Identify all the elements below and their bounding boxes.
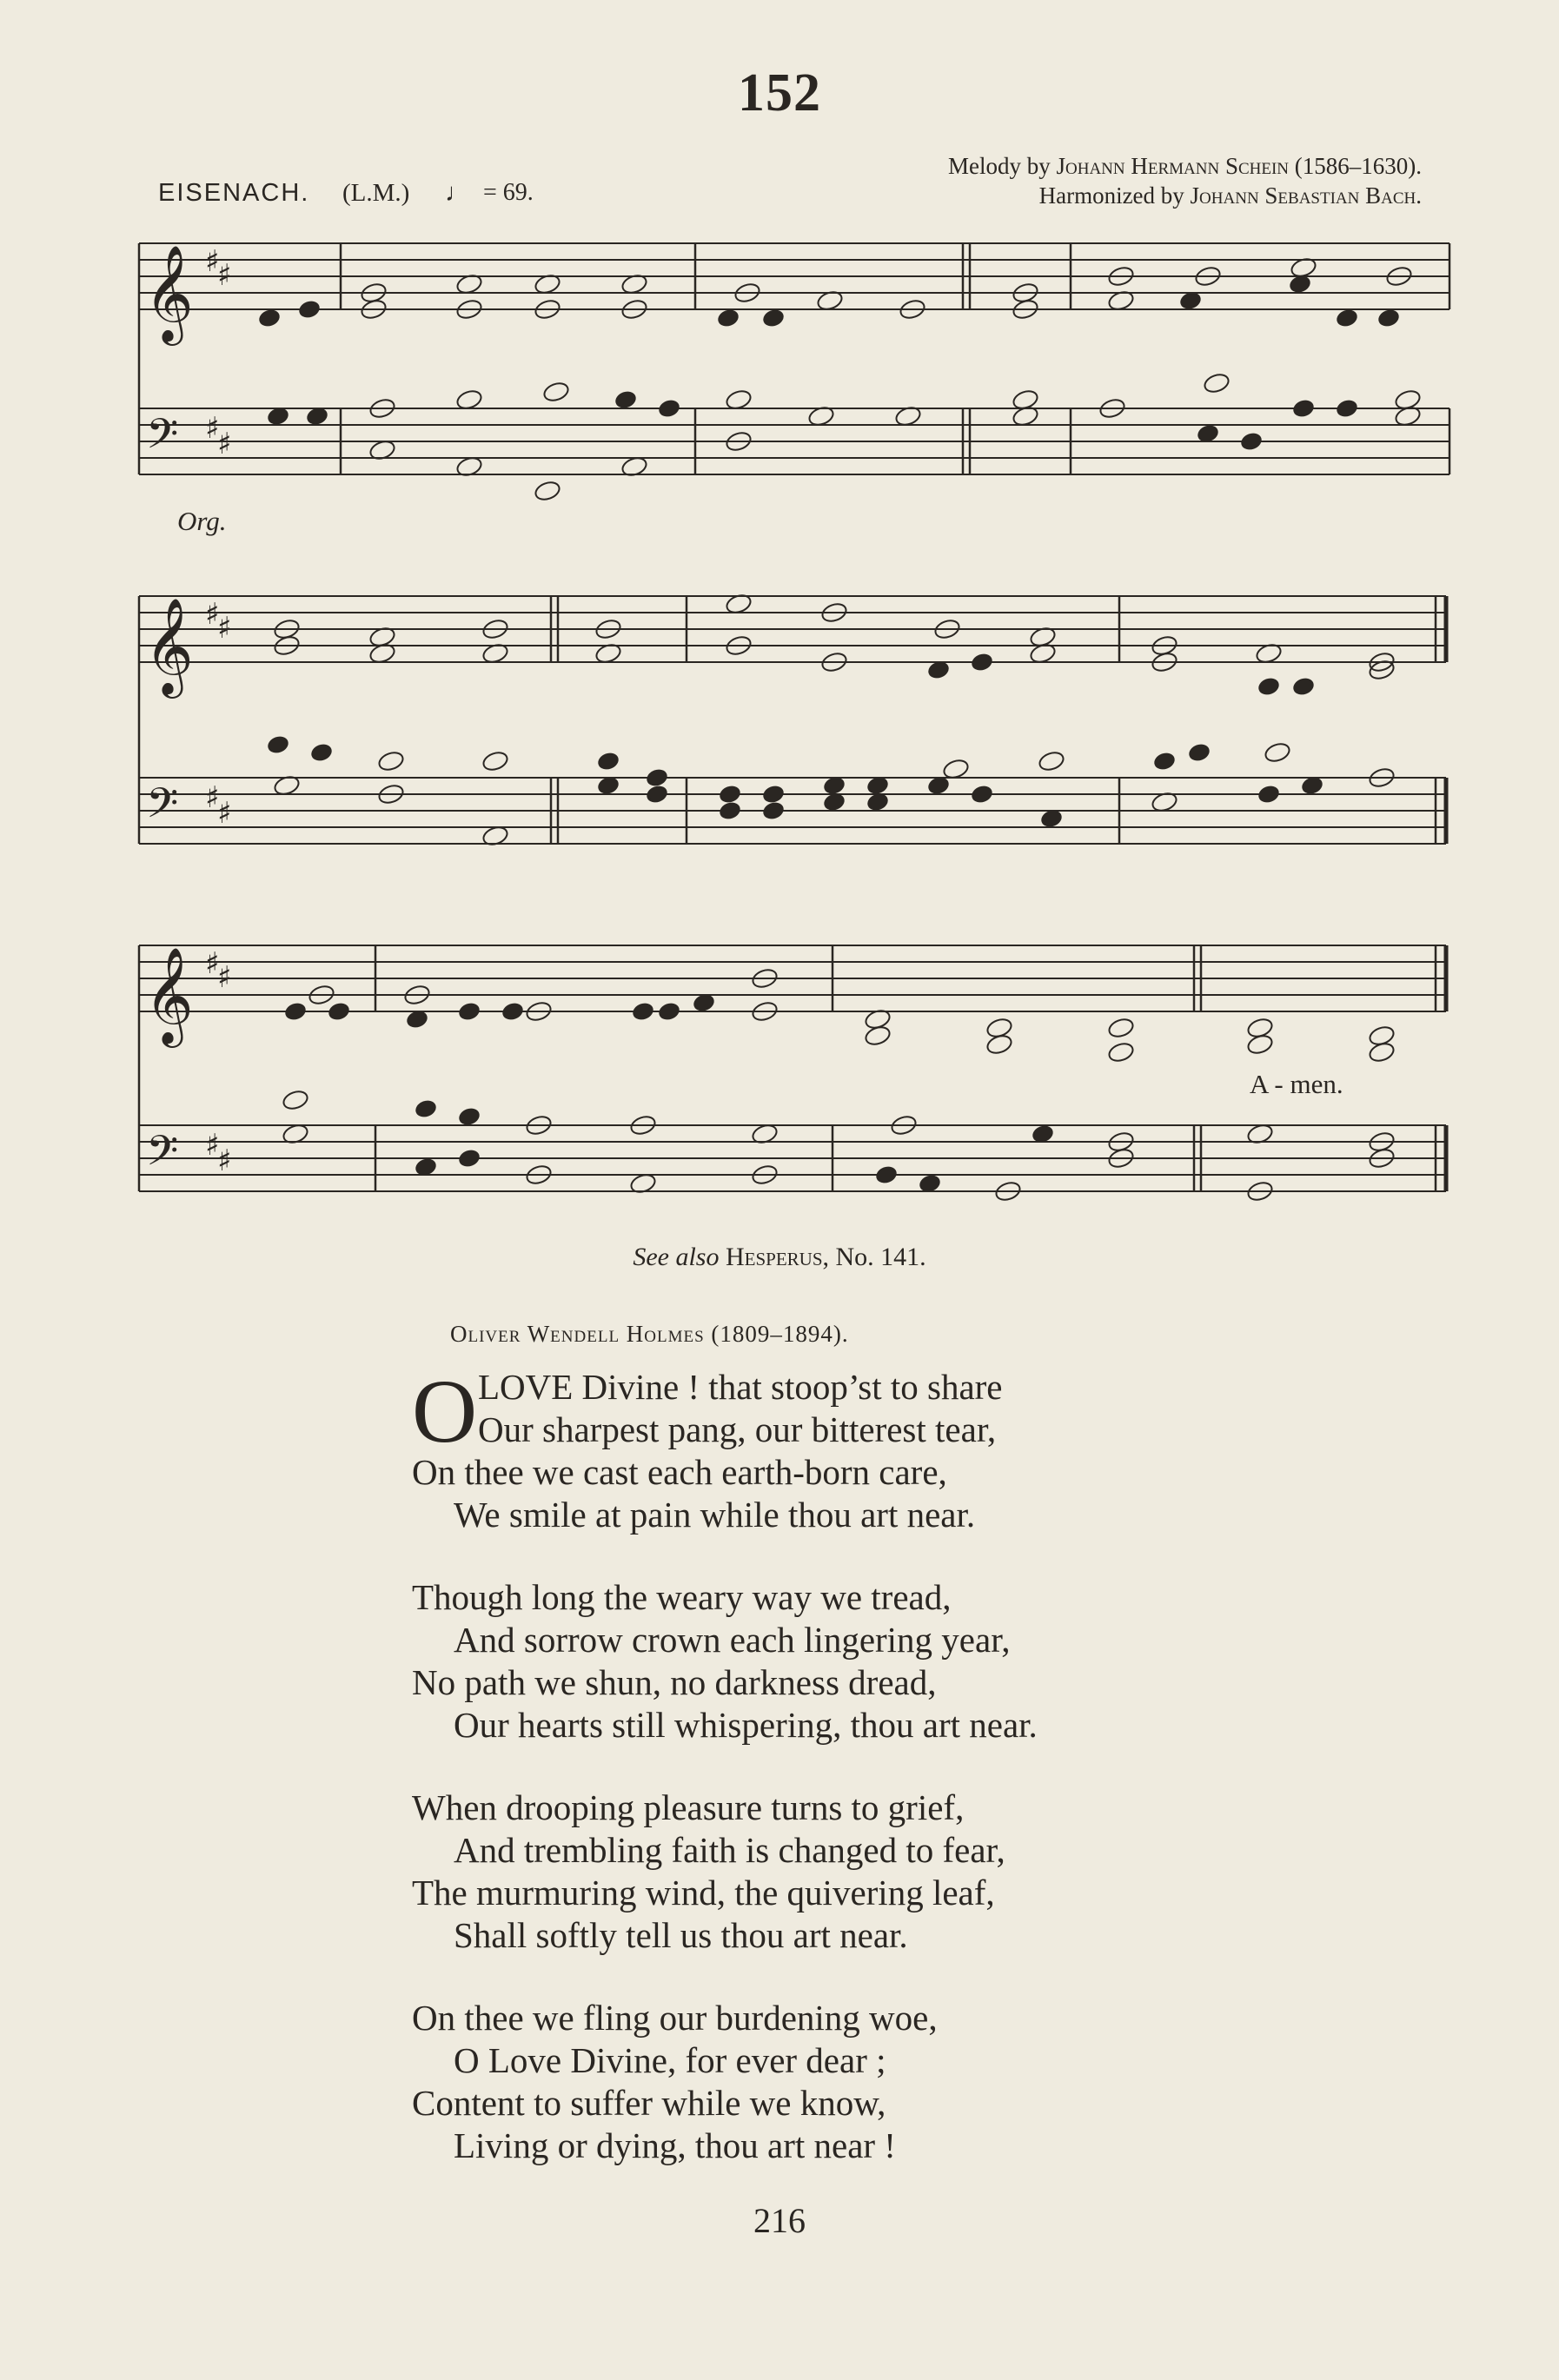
verse-line-text: LOVE Divine ! that stoop’st to share bbox=[478, 1367, 1003, 1407]
sharp-icon: ♯ bbox=[217, 1144, 232, 1178]
organ-label: Org. bbox=[177, 506, 227, 536]
verse-line: We smile at pain while thou art near. bbox=[454, 1495, 976, 1535]
sharp-icon: ♯ bbox=[217, 611, 232, 646]
sharp-icon: ♯ bbox=[217, 427, 232, 461]
bass-clef-icon: 𝄢 bbox=[146, 409, 179, 468]
stanza-3 bbox=[412, 1787, 1281, 1957]
hymn-author: Oliver Wendell Holmes (1809–1894). bbox=[450, 1321, 849, 1347]
verse-line: Our sharpest pang, our bitterest tear, bbox=[478, 1409, 997, 1449]
harmony-credit-prefix: Harmonized by bbox=[1038, 182, 1184, 209]
sharp-icon: ♯ bbox=[205, 946, 220, 981]
sharp-icon: ♯ bbox=[217, 960, 232, 995]
sharp-icon: ♯ bbox=[205, 411, 220, 446]
sharp-icon: ♯ bbox=[217, 796, 232, 831]
melody-composer: Johann Hermann Schein bbox=[1056, 153, 1290, 179]
treble-clef-icon: 𝄞 bbox=[144, 946, 194, 1044]
harmony-composer: Johann Sebastian Bach. bbox=[1190, 182, 1422, 209]
sharp-icon: ♯ bbox=[205, 780, 220, 815]
sharp-icon: ♯ bbox=[205, 597, 220, 632]
tempo-value: = 69. bbox=[483, 179, 534, 206]
verse-line: And sorrow crown each lingering year, bbox=[454, 1620, 1011, 1660]
hymn-number: 152 bbox=[738, 63, 821, 123]
see-also-note bbox=[0, 1243, 1559, 1272]
verse-line: No path we shun, no darkness dread, bbox=[412, 1662, 937, 1702]
stanza-2 bbox=[412, 1576, 1281, 1747]
tune-name: EISENACH. bbox=[158, 179, 310, 207]
meter-label: (L.M.) bbox=[342, 179, 410, 207]
melody-dates: (1586–1630). bbox=[1294, 153, 1422, 179]
verse-line: Shall softly tell us thou art near. bbox=[454, 1915, 908, 1955]
tempo-note-symbol: ♩ bbox=[445, 179, 470, 207]
melody-credit-prefix: Melody by bbox=[948, 153, 1051, 179]
system-1-treble-staff bbox=[139, 243, 1450, 309]
see-also-prefix: See also bbox=[633, 1243, 720, 1271]
drop-cap: O bbox=[412, 1362, 478, 1462]
hymn-verses bbox=[412, 1362, 1281, 2207]
see-also-tune: Hesperus, bbox=[725, 1243, 829, 1271]
system-3-treble-staff bbox=[139, 945, 1446, 1011]
staff-lines bbox=[139, 243, 1450, 1191]
verse-line: O Love Divine, for ever dear ; bbox=[454, 2040, 886, 2080]
sharp-icon: ♯ bbox=[205, 244, 220, 279]
barlines bbox=[139, 243, 1450, 1191]
verse-line: Content to suffer while we know, bbox=[412, 2083, 886, 2123]
verse-line: Though long the weary way we tread, bbox=[412, 1577, 952, 1617]
sharp-icon: ♯ bbox=[217, 258, 232, 293]
bass-clef-icon: 𝄢 bbox=[146, 779, 179, 838]
sharp-icon: ♯ bbox=[205, 1128, 220, 1163]
system-2-bass-staff bbox=[139, 778, 1446, 844]
verse-line: On thee we cast each earth-born care, bbox=[412, 1452, 947, 1492]
clefs-and-keys bbox=[144, 244, 231, 1185]
amen-label: A - men. bbox=[1250, 1069, 1343, 1099]
verse-line: On thee we fling our burdening woe, bbox=[412, 1998, 938, 2038]
verse-line: Our hearts still whispering, thou art near. bbox=[454, 1705, 1038, 1745]
verse-line: When drooping pleasure turns to grief, bbox=[412, 1787, 965, 1827]
verse-line: The murmuring wind, the quivering leaf, bbox=[412, 1873, 995, 1913]
treble-clef-icon: 𝄞 bbox=[144, 244, 194, 341]
see-also-number: No. 141. bbox=[835, 1243, 926, 1271]
page-number: 216 bbox=[753, 2201, 806, 2240]
stanza-4 bbox=[412, 1997, 1281, 2167]
treble-clef-icon: 𝄞 bbox=[144, 597, 194, 694]
system-3-bass-staff bbox=[139, 1125, 1446, 1191]
verse-line: And trembling faith is changed to fear, bbox=[454, 1830, 1005, 1870]
system-2-treble-staff bbox=[139, 596, 1446, 662]
verse-line: Living or dying, thou art near ! bbox=[454, 2125, 896, 2165]
stanza-1 bbox=[412, 1362, 1281, 1536]
notes bbox=[258, 256, 1422, 1203]
bass-clef-icon: 𝄢 bbox=[146, 1126, 179, 1185]
